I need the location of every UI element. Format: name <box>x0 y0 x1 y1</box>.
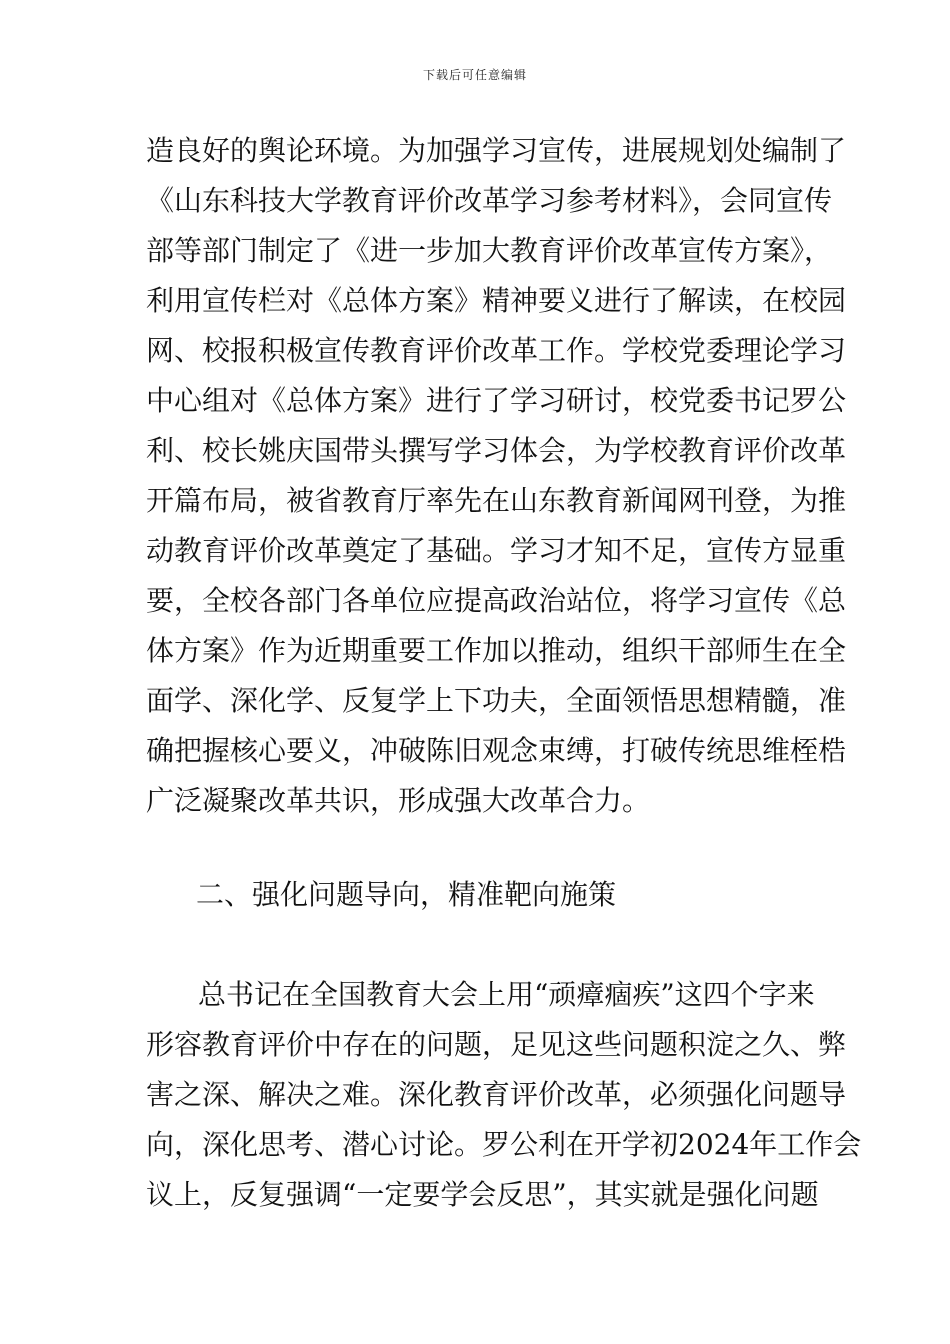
paragraph-1-line: 部等部门制定了《进一步加大教育评价改革宣传方案》， <box>146 234 833 267</box>
paragraph-1-line: 《山东科技大学教育评价改革学习参考材料》，会同宣传 <box>146 184 833 217</box>
paragraph-1-line: 广泛凝聚改革共识，形成强大改革合力。 <box>146 784 651 817</box>
paragraph-1-line: 面学、深化学、反复学上下功夫，全面领悟思想精髓，准 <box>146 684 847 717</box>
paragraph-2-line: 害之深、解决之难。深化教育评价改革，必须强化问题导 <box>146 1078 847 1111</box>
paragraph-2 <box>146 970 862 1220</box>
download-note: 下载后可任意编辑 <box>422 68 527 82</box>
paragraph-1-line: 要，全校各部门各单位应提高政治站位，将学习宣传《总 <box>146 584 847 617</box>
paragraph-1-line: 利用宣传栏对《总体方案》精神要义进行了解读，在校园 <box>146 284 847 317</box>
paragraph-1-line: 中心组对《总体方案》进行了学习研讨，校党委书记罗公 <box>146 384 847 417</box>
paragraph-2-line: 形容教育评价中存在的问题，足见这些问题积淀之久、弊 <box>146 1028 847 1061</box>
paragraph-2-line: 总书记在全国教育大会上用“顽瘴痼疾”这四个字来 <box>198 978 815 1011</box>
paragraph-1-line: 动教育评价改革奠定了基础。学习才知不足，宣传方显重 <box>146 534 847 567</box>
paragraph-1 <box>146 126 847 826</box>
paragraph-2-line: 向，深化思考、潜心讨论。罗公利在开学初2024年工作会 <box>146 1128 862 1161</box>
paragraph-1-line: 利、校长姚庆国带头撰写学习体会，为学校教育评价改革 <box>146 434 847 467</box>
paragraph-2-line: 议上，反复强调“一定要学会反思”，其实就是强化问题 <box>146 1178 819 1211</box>
paragraph-1-line: 体方案》作为近期重要工作加以推动，组织干部师生在全 <box>146 634 847 667</box>
paragraph-1-line: 开篇布局，被省教育厅率先在山东教育新闻网刊登，为推 <box>146 484 847 517</box>
paragraph-1-line: 确把握核心要义，冲破陈旧观念束缚，打破传统思维桎梏 <box>146 734 847 767</box>
paragraph-1-line: 网、校报积极宣传教育评价改革工作。学校党委理论学习 <box>146 334 847 367</box>
paragraph-1-line: 造良好的舆论环境。为加强学习宣传，进展规划处编制了 <box>146 134 847 167</box>
section-heading: 二、强化问题导向，精准靶向施策 <box>196 878 617 911</box>
